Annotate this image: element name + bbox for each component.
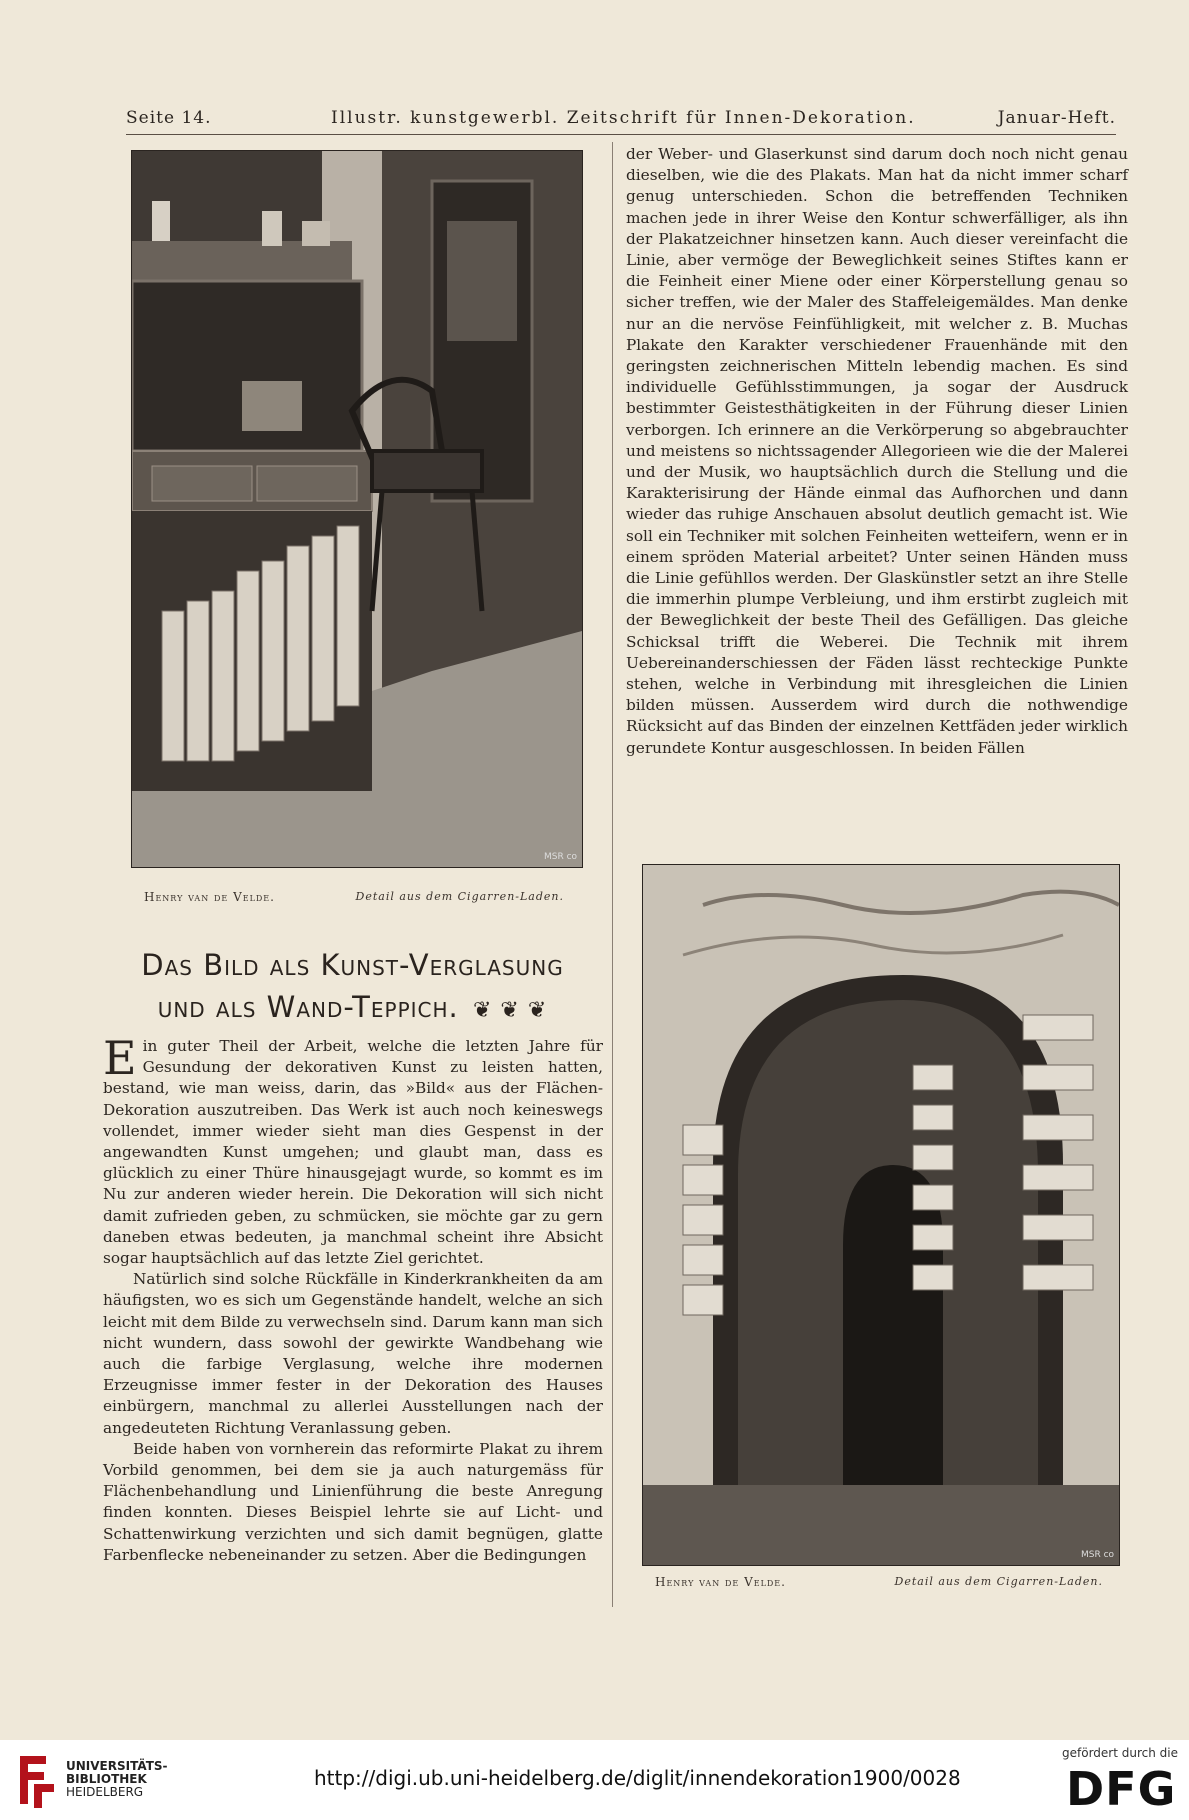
issue-label: Januar-Heft. [997, 108, 1116, 128]
library-name [66, 1760, 168, 1799]
dfg-logo: DFG [1066, 1762, 1177, 1816]
photo-arch-drawing [643, 865, 1119, 1565]
left-column-text [103, 1031, 603, 1606]
photo2-mark: MSR co [1081, 1550, 1115, 1560]
figure2-title: Detail aus dem Cigarren-Laden. [894, 1575, 1103, 1588]
leaf-ornament-icon: ❦ ❦ ❦ [473, 998, 548, 1023]
right-column-paragraph: der Weber- und Glaserkunst sind darum doch noch nicht genau dieselben, wie die des Plakats. Man hat da nicht immer scharf genug unterschieden. Schon die betreffenden Techniken machen jede in ihrer Weise den Kontur schwerfälliger, als ihn der Plakatzeichner hinsetzen kann. Auch dieser vereinfacht die Linie, aber vermöge der Beweglichkeit seines Stiftes kann er die Feinheit einer Miene oder einer Körperstellung genau so sicher treffen, wie der Maler des Staffeleigemäldes. Man denke nur an die nervöse Feinfühligkeit, mit welcher z. B. Muchas Plakate den Karakter verschiedener Frauenhände mit den geringsten zeichnerischen Mitteln lebendig machen. Es sind individuelle Gefühlsstimmungen, ja sogar der Ausdruck bestimmter Geistesthätigkeiten in der Führung dieser Linien verborgen. Ich erinnere an die Verkörperung so abgebrauchter und meistens so nichtssagender Allegorieen wie die der Malerei und der Musik, wo hauptsächlich durch die Stellung und die Karakterisirung der Hände einmal das Aufhorchen und dann wieder das ruhige Anschauen absolut deutlich gemacht ist. Wie soll ein Techniker mit solchen Feinheiten wetteifern, wenn er in einem spröden Material arbeitet? Unter seinen Händen muss die Linie gefühllos werden. Der Glaskünstler setzt an ihre Stelle die immerhin plumpe Verbleiung, und ihm erstirbt zugleich mit der Beweglichkeit der beste Theil des Gefälligen. Das gleiche Schicksal trifft die Weberei. Die Technik mit ihrem Uebereinanderschiessen der Fäden lässt rechteckige Punkte stehen, welche in Verbindung mit ihresgleichen die Linien bilden müssen. Ausserdem wird durch die nothwendige Rücksicht auf das Binden der einzelnen Kettfäden jeder wirklich gerundete Kontur ausgeschlossen. In beiden Fällen [626, 145, 1128, 757]
right-column-text [626, 144, 1128, 814]
header-rule [126, 134, 1116, 135]
photo-cigar-shop-counter [131, 150, 583, 868]
photo-counter-drawing [132, 151, 582, 867]
figure1-title: Detail aus dem Cigarren-Laden. [355, 890, 564, 903]
library-logo-icon [16, 1750, 58, 1810]
paragraph-1 [103, 1031, 603, 1269]
heading-line-2 [100, 986, 605, 1032]
column-divider [612, 142, 613, 1607]
article-heading [100, 944, 605, 1032]
running-header [126, 108, 1116, 130]
heading-line-1: Das Bild als Kunst-Verglasung [141, 948, 564, 982]
page-number: Seite 14. [126, 108, 212, 128]
figure2-author: Henry van de Velde. [655, 1575, 786, 1589]
funded-by-label: gefördert durch die [1062, 1746, 1178, 1760]
permalink-url[interactable]: http://digi.ub.uni-heidelberg.de/diglit/innendekoration1900/0028 [314, 1766, 961, 1790]
digitization-footer [0, 1740, 1189, 1820]
figure1-author: Henry van de Velde. [144, 890, 275, 904]
paragraph-3: Beide haben von vornherein das reformirte Plakat zu ihrem Vorbild genommen, bei dem sie ja auch naturgemäss für Flächenbehandlung und Linienführung die beste Anregung finden konnten. Dieses Beispiel lehrte sie auf Licht- und Schattenwirkung verzichten und sich damit begnügen, glatte Farbenflecke nebeneinander zu setzen. Aber die Bedingungen [103, 1439, 603, 1564]
journal-title: Illustr. kunstgewerbl. Zeitschrift für Innen-Dekoration. [331, 108, 916, 128]
figure2-caption [655, 1575, 1103, 1591]
library-line-3: HEIDELBERG [66, 1785, 144, 1799]
figure1-caption [144, 890, 564, 906]
paragraph-2: Natürlich sind solche Rückfälle in Kinderkrankheiten da am häufigsten, wo es sich um Gegenstände handelt, welche an sich leicht mit dem Bilde zu verwechseln sind. Darum kann man sich nicht wundern, dass sowohl der gewirkte Wandbehang wie auch die farbige Verglasung, welche ihre modernen Erzeugnisse immer fester in der Dekoration des Hauses einbürgern, manchmal zu allerlei Ausstellungen nach der angedeuteten Richtung Veranlassung geben. [103, 1270, 603, 1437]
library-line-2: BIBLIOTHEK [66, 1772, 147, 1786]
photo-cigar-shop-arch [642, 864, 1120, 1566]
library-line-1: UNIVERSITÄTS- [66, 1759, 168, 1773]
paragraph-1-text: in guter Theil der Arbeit, welche die letzten Jahre für Gesundung der dekorativen Kunst zu leisten hatten, bestand, wie man weiss, darin, das »Bild« aus der Flächen-Dekoration auszutreiben. Das Werk ist auch noch keineswegs vollendet, immer wieder sieht man dies Gespenst in der angewandten Kunst umgehen; und glaubt man, dass es glücklich zu einer Thüre hinausgejagt wurde, so kommt es im Nu zur anderen wieder herein. Die Dekoration will sich nicht damit zufrieden geben, zu schmücken, sie möchte gar zu gern daneben etwas bedeuten, ja manchmal scheint ihre Absicht sogar hauptsächlich auf das letzte Ziel gerichtet. [103, 1037, 603, 1268]
heading-line-2-text: und als Wand-Teppich. [157, 990, 459, 1024]
drop-cap: E [103, 1031, 137, 1085]
photo1-mark: MSR co [544, 852, 578, 862]
